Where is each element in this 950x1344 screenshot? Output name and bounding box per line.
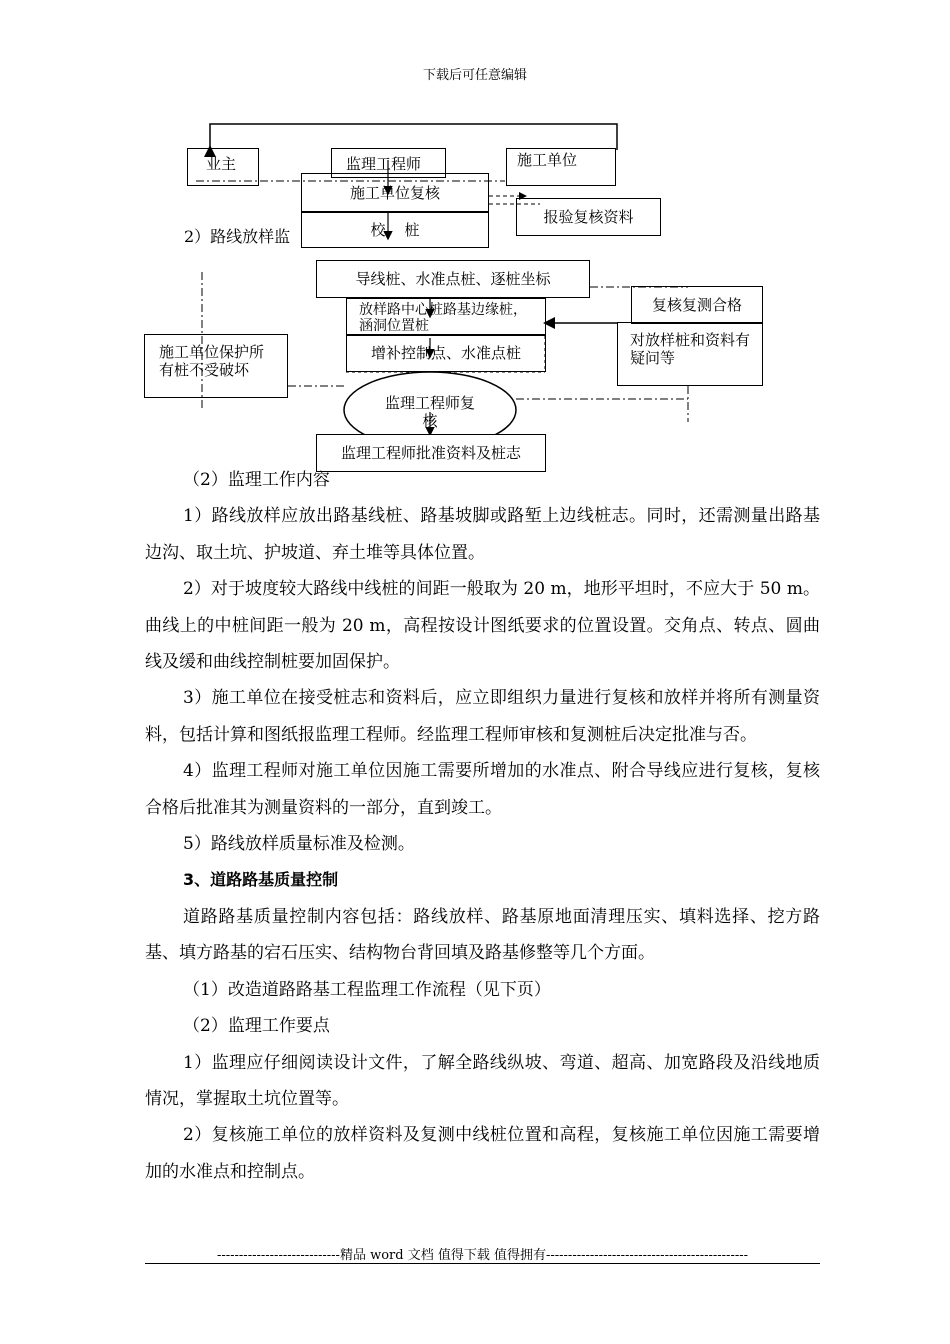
- protect-piles-label: 施工单位保护所有桩不受破坏: [159, 343, 265, 379]
- contractor-recheck-box: [301, 173, 489, 213]
- owner-box: [187, 148, 259, 186]
- owner-label: 业主: [206, 155, 237, 173]
- header-note: 下载后可任意编辑: [422, 68, 527, 83]
- add-control-label: 增补控制点、水准点桩: [370, 344, 521, 362]
- report-data-label: 报验复核资料: [543, 208, 634, 226]
- doubt-box: [617, 322, 763, 386]
- section-label-partial: 2）路线放样监: [184, 227, 291, 246]
- recheck-pass-label: 复核复测合格: [651, 296, 742, 314]
- protect-piles-box: [144, 334, 288, 398]
- flow-diagram: [0, 0, 950, 480]
- add-control-box: [346, 334, 546, 372]
- proofing-pile-box: [301, 211, 489, 248]
- paragraph: 3）施工单位在接受桩志和资料后，应立即组织力量进行复核和放样并将所有测量资料，包括计算和图纸报监理工程师。经监理工程师审核和复测桩后决定批准与否。: [145, 688, 820, 745]
- paragraph: 道路路基质量控制内容包括：路线放样、路基原地面清理压实、填料选择、挖方路基、填方路基的宕石压实、结构物台背回填及路基修整等几个方面。: [145, 906, 820, 964]
- traverse-piles-label: 导线桩、水准点桩、逐桩坐标: [355, 270, 551, 288]
- contractor-label: 施工单位: [517, 151, 578, 169]
- staking-center-label: 放样路中心桩路基边缘桩，涵洞位置桩: [359, 302, 527, 334]
- paragraph: 2）复核施工单位的放样资料及复测中线桩位置和高程，复核施工单位因施工需要增加的水准点和控制点。: [145, 1125, 820, 1182]
- paragraph: 2）对于坡度较大路线中线桩的间距一般取为 20 m，地形平坦时，不应大于 50 m。曲线上的中桩间距一般为 20 m，高程按设计图纸要求的位置设置。交角点、转点、圆曲线及缓和曲线控制桩要加固保护。: [145, 579, 820, 673]
- contractor-recheck-label: 施工单位复核: [349, 184, 440, 202]
- paragraph: 5）路线放样质量标准及检测。: [183, 834, 415, 855]
- body-text: [145, 462, 820, 1190]
- doubt-label: 对放样桩和资料有疑问等: [630, 331, 751, 367]
- footer-divider: [145, 1263, 820, 1264]
- paragraph: （2）监理工作内容: [183, 470, 330, 490]
- section-heading: 3、道路路基质量控制: [183, 870, 339, 890]
- paragraph: 1）路线放样应放出路基线桩、路基坡脚或路堑上边线桩志。同时，还需测量出路基边沟、取土坑、护坡道、弃土堆等具体位置。: [145, 506, 820, 563]
- supervisor-recheck-label: 监理工程师复核: [384, 394, 475, 430]
- traverse-piles-box: [316, 260, 590, 298]
- paragraph: 4）监理工程师对施工单位因施工需要所增加的水准点、附合导线应进行复核，复核合格后批准其为测量资料的一部分，直到竣工。: [145, 761, 820, 818]
- approve-label: 监理工程师批准资料及桩志: [340, 444, 521, 462]
- contractor-box: [506, 148, 616, 186]
- proofing-pile-label: 校 桩: [370, 220, 420, 239]
- paragraph: 1）监理应仔细阅读设计文件，了解全路线纵坡、弯道、超高、加宽路段及沿线地质情况，掌握取土坑位置等。: [145, 1052, 820, 1109]
- paragraph: （1）改造道路路基工程监理工作流程（见下页）: [183, 979, 551, 1000]
- supervisor-label: 监理工程师: [346, 155, 422, 173]
- recheck-pass-box: [631, 286, 763, 324]
- footer-note: ----------------------------精品 word 文档 值得下载 值得拥有----------------------------------------------: [216, 1248, 749, 1263]
- paragraph: （2）监理工作要点: [183, 1016, 330, 1037]
- report-data-box: [516, 198, 661, 236]
- staking-center-box: [346, 298, 546, 336]
